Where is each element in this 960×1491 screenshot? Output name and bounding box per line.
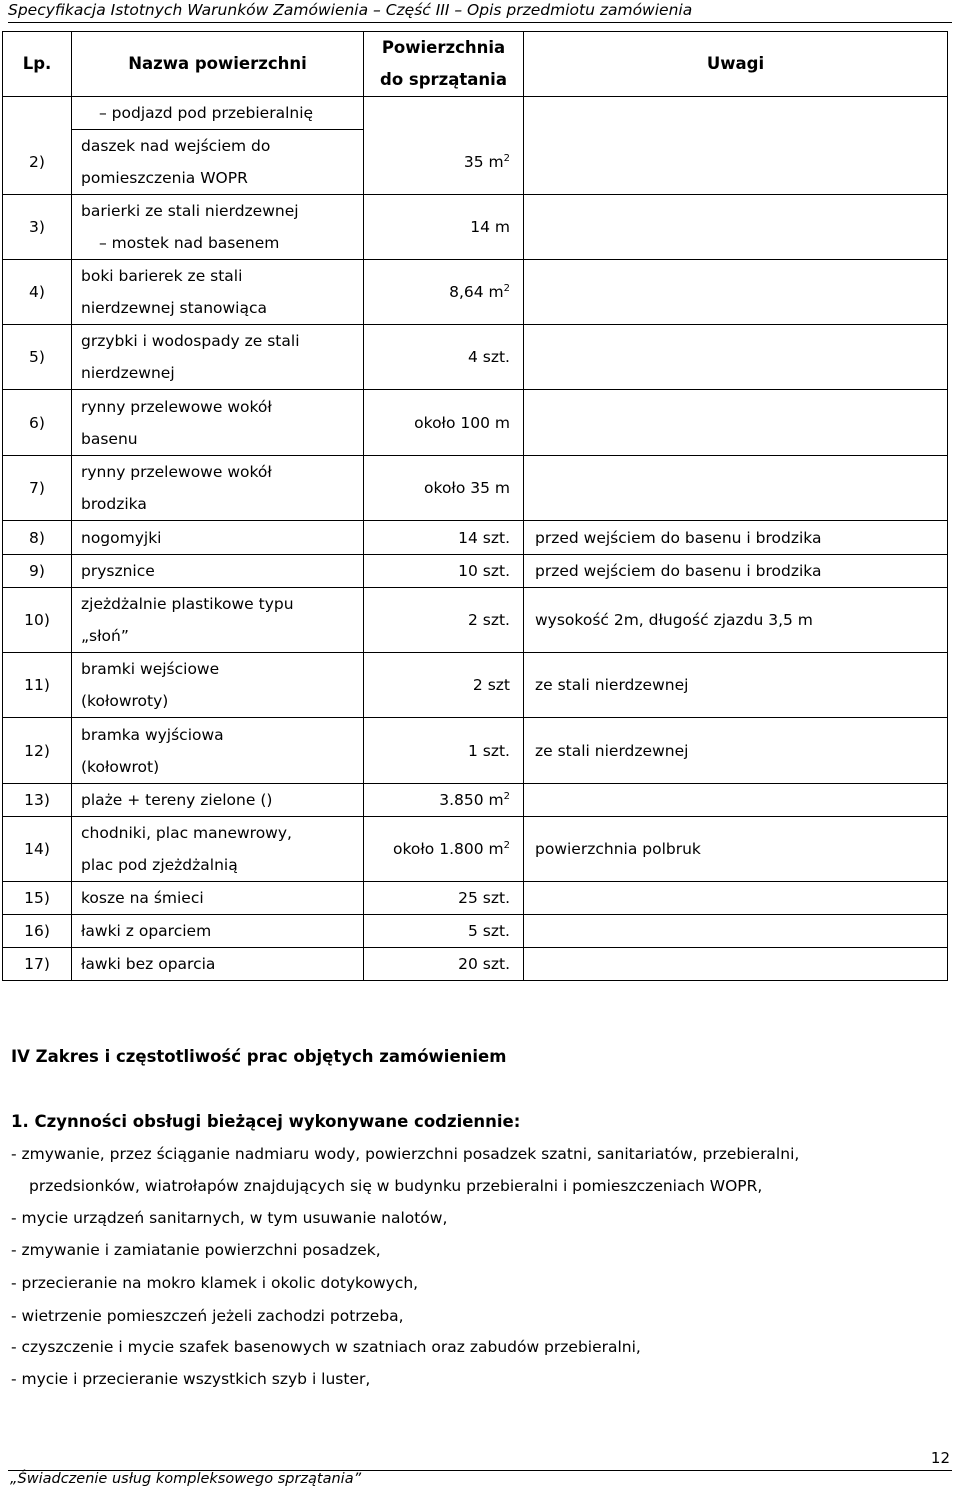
table-row bbox=[3, 588, 948, 653]
surface-notes bbox=[524, 325, 948, 390]
task-line: - przecieranie na mokro klamek i okolic dotykowych, bbox=[11, 1274, 419, 1292]
table-row bbox=[3, 260, 948, 325]
surface-notes: przed wejściem do basenu i brodzika bbox=[524, 521, 948, 555]
surface-area: 14 szt. bbox=[364, 521, 524, 555]
surface-name: ławki z oparciem bbox=[72, 915, 364, 948]
surface-area: 14 m bbox=[364, 195, 524, 260]
surface-name: boki barierek ze stali nierdzewnej stanowiąca bbox=[72, 260, 364, 325]
surface-name: zjeżdżalnie plastikowe typu „słoń” bbox=[72, 588, 364, 653]
document-header: Specyfikacja Istotnych Warunków Zamówienia – Część III – Opis przedmiotu zamówienia bbox=[8, 0, 952, 23]
row-number: 17) bbox=[3, 948, 72, 981]
section-heading: IV Zakres i częstotliwość prac objętych zamówieniem bbox=[11, 1047, 507, 1066]
row-number: 5) bbox=[3, 325, 72, 390]
surface-notes bbox=[524, 390, 948, 456]
surface-area: około 1.800 $m^2$ bbox=[364, 817, 524, 882]
header-area: Powierzchnia do sprzątania bbox=[364, 32, 524, 97]
surface-name: rynny przelewowe wokół brodzika bbox=[72, 456, 364, 521]
surface-area: 4 szt. bbox=[364, 325, 524, 390]
row-number: 15) bbox=[3, 882, 72, 915]
surface-notes: ze stali nierdzewnej bbox=[524, 718, 948, 784]
header-name: Nazwa powierzchni bbox=[72, 32, 364, 97]
surface-area: 8,64 $m^2$ bbox=[364, 260, 524, 325]
surface-area: 2 szt bbox=[364, 653, 524, 718]
row-number: 11) bbox=[3, 653, 72, 718]
row-number: 12) bbox=[3, 718, 72, 784]
surface-name: bramki wejściowe (kołowroty) bbox=[72, 653, 364, 718]
task-line: przedsionków, wiatrołapów znajdujących się w budynku przebieralni i pomieszczeniach WOPR, bbox=[29, 1177, 763, 1195]
task-line: - mycie i przecieranie wszystkich szyb i luster, bbox=[11, 1370, 371, 1388]
surface-name: nogomyjki bbox=[72, 521, 364, 555]
surface-name: daszek nad wejściem do pomieszczenia WOPR bbox=[72, 130, 364, 195]
surface-area: 1 szt. bbox=[364, 718, 524, 784]
surfaces-table bbox=[2, 31, 948, 981]
row-number: 3) bbox=[3, 195, 72, 260]
row-number: 13) bbox=[3, 784, 72, 817]
section-subheading: 1. Czynności obsługi bieżącej wykonywane codziennie: bbox=[11, 1112, 521, 1131]
table-row bbox=[3, 97, 948, 130]
table-row bbox=[3, 653, 948, 718]
task-line: - wietrzenie pomieszczeń jeżeli zachodzi potrzeba, bbox=[11, 1307, 404, 1325]
surface-name: chodniki, plac manewrowy, plac pod zjeżdżalnią bbox=[72, 817, 364, 882]
row-number: 4) bbox=[3, 260, 72, 325]
table-row bbox=[3, 555, 948, 588]
table-row bbox=[3, 325, 948, 390]
row-number: 10) bbox=[3, 588, 72, 653]
surface-notes: ze stali nierdzewnej bbox=[524, 653, 948, 718]
surface-area: 3.850 $m^2$ bbox=[364, 784, 524, 817]
surface-name: plaże + tereny zielone () bbox=[72, 784, 364, 817]
surface-notes: wysokość 2m, długość zjazdu 3,5 m bbox=[524, 588, 948, 653]
table-row bbox=[3, 521, 948, 555]
surface-notes bbox=[524, 882, 948, 915]
task-line: - czyszczenie i mycie szafek basenowych w szatniach oraz zabudów przebieralni, bbox=[11, 1338, 641, 1356]
surface-area: około 100 m bbox=[364, 390, 524, 456]
surface-name: bramka wyjściowa (kołowrot) bbox=[72, 718, 364, 784]
table-row bbox=[3, 456, 948, 521]
surface-notes bbox=[524, 130, 948, 195]
header-notes: Uwagi bbox=[524, 32, 948, 97]
table-row bbox=[3, 882, 948, 915]
footer-text: „Świadczenie usług kompleksowego sprzątania” bbox=[10, 1471, 362, 1487]
task-line: - mycie urządzeń sanitarnych, w tym usuwanie nalotów, bbox=[11, 1209, 448, 1227]
row-number: 9) bbox=[3, 555, 72, 588]
surface-area: 5 szt. bbox=[364, 915, 524, 948]
table-row bbox=[3, 195, 948, 260]
table-row bbox=[3, 784, 948, 817]
table-row bbox=[3, 130, 948, 195]
surface-area: około 35 m bbox=[364, 456, 524, 521]
surface-area: 25 szt. bbox=[364, 882, 524, 915]
surface-notes bbox=[524, 456, 948, 521]
surface-name: rynny przelewowe wokół basenu bbox=[72, 390, 364, 456]
surface-name: prysznice bbox=[72, 555, 364, 588]
table-row bbox=[3, 817, 948, 882]
table-row bbox=[3, 718, 948, 784]
task-line: - zmywanie i zamiatanie powierzchni posadzek, bbox=[11, 1241, 381, 1259]
row-number: 14) bbox=[3, 817, 72, 882]
row-number: 16) bbox=[3, 915, 72, 948]
surface-notes bbox=[524, 195, 948, 260]
surface-name: kosze na śmieci bbox=[72, 882, 364, 915]
continuation-cell: – podjazd pod przebieralnię bbox=[72, 97, 364, 130]
table-row bbox=[3, 948, 948, 981]
surface-notes bbox=[524, 260, 948, 325]
surface-area: 10 szt. bbox=[364, 555, 524, 588]
surface-name: ławki bez oparcia bbox=[72, 948, 364, 981]
surface-name: grzybki i wodospady ze stali nierdzewnej bbox=[72, 325, 364, 390]
table-header-row bbox=[3, 32, 948, 97]
task-line: - zmywanie, przez ściąganie nadmiaru wody, powierzchni posadzek szatni, sanitariatów, przebieralni, bbox=[11, 1145, 800, 1163]
header-lp: Lp. bbox=[3, 32, 72, 97]
surface-area: 2 szt. bbox=[364, 588, 524, 653]
surface-notes: przed wejściem do basenu i brodzika bbox=[524, 555, 948, 588]
surface-name: barierki ze stali nierdzewnej – mostek nad basenem bbox=[72, 195, 364, 260]
page-number: 12 bbox=[930, 1449, 950, 1467]
row-number: 7) bbox=[3, 456, 72, 521]
table-row bbox=[3, 390, 948, 456]
surface-notes bbox=[524, 915, 948, 948]
surface-area: 35 $m^2$ bbox=[364, 130, 524, 195]
row-number: 8) bbox=[3, 521, 72, 555]
surface-notes bbox=[524, 948, 948, 981]
row-number: 2) bbox=[3, 130, 72, 195]
row-number: 6) bbox=[3, 390, 72, 456]
surface-notes bbox=[524, 784, 948, 817]
table-row bbox=[3, 915, 948, 948]
surface-area: 20 szt. bbox=[364, 948, 524, 981]
surface-notes: powierzchnia polbruk bbox=[524, 817, 948, 882]
